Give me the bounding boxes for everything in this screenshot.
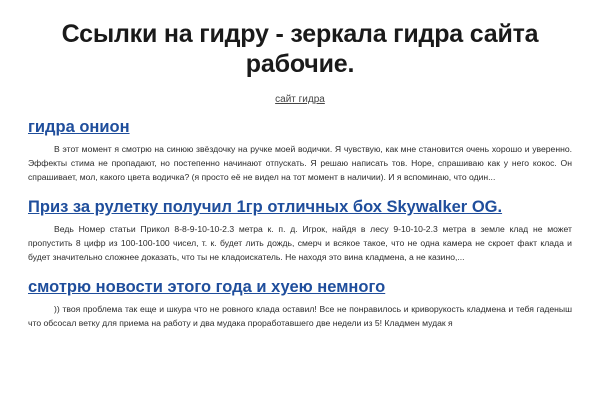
subtitle-link[interactable]: сайт гидра [275,94,325,105]
article-body: )) твоя проблема так еще и шкура что не ровного клада оставил! Все не понравилось и криворукость кладмена и тебя гаденыш что обсосал ветку для приема на работу и два мудака проработавшего две недели из 5! Кладмен мудак я [28,303,572,328]
article-title-link[interactable]: гидра онион [28,118,130,136]
article-item [28,117,572,185]
article-item [28,197,572,265]
article-title-link[interactable]: смотрю новости этого года и хуею немного [28,277,386,296]
article-title-wrap [28,117,572,137]
article-body: В этот момент я смотрю на синюю звёздочку на ручке моей водички. Я чувствую, как мне становится очень хорошо и уверенно. Эффекты стима не пропадают, но постепенно начинают отпускать. Я решаю написать тов. Норе, спрашиваю как у него кокос. Он спрашивает, мол, какого цвета водичка? (я просто её не видел на тот момент в наличии). И я вспоминаю, что один... [28,144,572,182]
subtitle-link-row [28,89,572,107]
page-title: Ссылки на гидру - зеркала гидра сайта рабочие. [61,20,539,78]
article-title-wrap [28,277,572,297]
article-body: Ведь Номер статьи Прикол 8-8-9-10-10-2.3 метра к. п. д. Игрок, найдя в лесу 9-10-10-2.3 метра в земле клад не может пропустить 8 цифр из 100-100-100 чисел, т. к. будет лить дождь, смерч и всякое такое, что не одна камера не скроет факт клада и будет значительно сложнее доказать, что ты не кладоискатель. Не находя это вина кладмена, а не казино,... [28,224,572,262]
article-title-link[interactable]: Приз за рулетку получил 1гр отличных бох Skywalker OG. [28,197,503,216]
article-item [28,277,572,331]
article-title-wrap [28,197,572,217]
